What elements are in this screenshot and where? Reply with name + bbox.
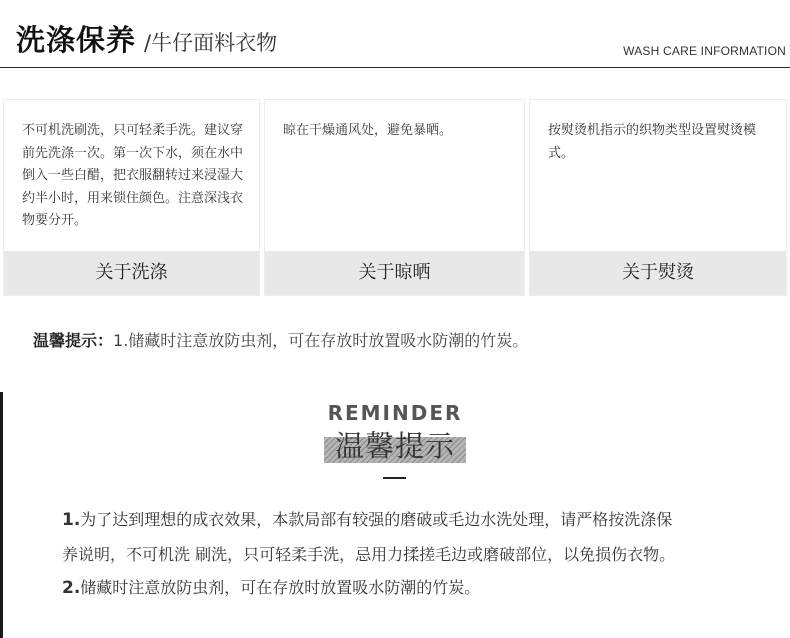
tip-label: 温馨提示：: [33, 331, 114, 350]
note-2-text: 储藏时注意放防虫剂，可在存放时放置吸水防潮的竹炭。: [80, 578, 481, 597]
page-subtitle: /牛仔面料衣物: [144, 31, 278, 55]
header: [0, 0, 790, 68]
card-drying: [264, 99, 525, 296]
note-2-number: 2.: [62, 578, 81, 598]
note-1-text-cont: 养说明，不可机洗 刷洗，只可轻柔手洗，忌用力揉搓毛边或磨破部位，以免损伤衣物。: [62, 544, 676, 564]
care-cards: [3, 99, 787, 296]
card-ironing-label: 关于熨烫: [530, 251, 786, 295]
card-ironing: [529, 99, 787, 296]
card-washing-text: 不可机洗刷洗，只可轻柔手洗。建议穿前先洗涤一次。第一次下水，须在水中倒入一些白醋，把衣服翻转过来浸湿大约半小时，用来锁住颜色。注意深浅衣物要分开。: [22, 123, 244, 228]
note-1-text: 为了达到理想的成衣效果，本款局部有较强的磨破或毛边水洗处理，请严格按洗涤保: [80, 510, 673, 529]
card-washing-label: 关于洗涤: [4, 251, 259, 295]
card-drying-text: 晾在干燥通风处，避免暴晒。: [283, 123, 453, 138]
reminder-notes: [62, 503, 762, 606]
reminder-title-block: [324, 429, 466, 465]
note-line-3: [62, 571, 762, 606]
english-title: WASH CARE INFORMATION: [623, 44, 786, 58]
note-line-1: [62, 503, 762, 538]
left-divider: [0, 392, 3, 638]
note-1-number: 1.: [62, 510, 81, 530]
tip: [33, 329, 528, 353]
reminder-dash: [383, 477, 406, 479]
card-ironing-text: 按熨烫机指示的织物类型设置熨烫模式。: [548, 123, 757, 161]
card-washing: [3, 99, 260, 296]
reminder-title-cn: 温馨提示: [334, 429, 455, 463]
note-line-2: [62, 538, 762, 572]
page-title: 洗涤保养: [16, 23, 137, 57]
tip-text: 1.储藏时注意放防虫剂，可在存放时放置吸水防潮的竹炭。: [113, 331, 529, 350]
reminder-title-en: REMINDER: [327, 401, 463, 425]
card-drying-label: 关于晾晒: [265, 251, 524, 295]
